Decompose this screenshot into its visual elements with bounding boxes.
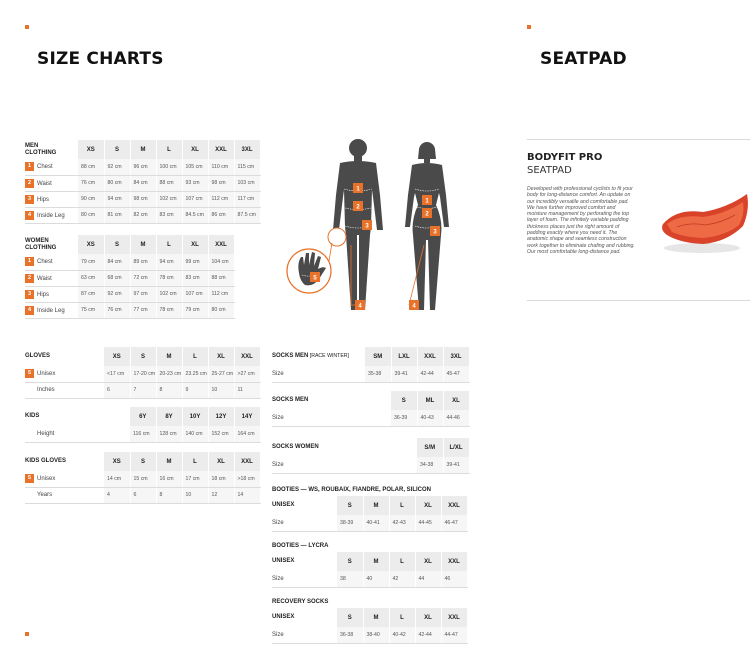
size-header: S: [391, 391, 417, 410]
size-value: 40-41: [363, 515, 389, 531]
size-value: 25-27 cm: [208, 366, 234, 382]
row-label: Height: [37, 430, 55, 437]
svg-text:2: 2: [356, 204, 360, 211]
size-value: 87 cm: [78, 286, 104, 302]
row-label-cell: [25, 366, 104, 382]
size-header: S: [104, 140, 130, 159]
row-label-cell: [25, 191, 78, 207]
size-value: 42: [389, 571, 415, 587]
size-header: XL: [415, 552, 441, 571]
size-header: XXL: [441, 552, 467, 571]
size-value: 45-47: [443, 366, 469, 382]
size-value: 99 cm: [182, 254, 208, 270]
size-value: 88 cm: [208, 270, 234, 286]
size-value: 10: [182, 487, 208, 503]
row-label-cell: [272, 571, 337, 587]
size-header: S: [337, 552, 363, 571]
size-header: S: [337, 608, 363, 627]
size-value: 140 cm: [182, 426, 208, 442]
men-clothing-table: [25, 140, 261, 224]
row-label-cell: [25, 471, 104, 487]
size-header: SM: [365, 347, 391, 366]
table-subtitle: UNISEX: [272, 502, 295, 508]
size-value: 89 cm: [130, 254, 156, 270]
size-value: 92 cm: [104, 286, 130, 302]
measurement-badge: 2: [25, 179, 34, 188]
size-value: 128 cm: [156, 426, 182, 442]
socks-men-race-table: [272, 347, 470, 383]
hand-zoom-circle: [328, 228, 346, 246]
size-value: 14 cm: [104, 471, 130, 487]
table-row: [25, 426, 260, 442]
table-row: [25, 366, 260, 382]
size-value: 72 cm: [130, 270, 156, 286]
socks-men-table: [272, 391, 470, 427]
table-title: [272, 438, 417, 457]
row-label-cell: [25, 302, 78, 318]
row-label: Inches: [37, 387, 55, 393]
size-value: 42-44: [417, 366, 443, 382]
size-value: 4: [104, 487, 130, 503]
row-label-cell: [25, 254, 78, 270]
size-header: 14Y: [234, 407, 260, 426]
row-label: Chest: [37, 259, 53, 266]
size-value: <17 cm: [104, 366, 130, 382]
svg-text:5: 5: [313, 275, 317, 282]
size-value: 6: [130, 487, 156, 503]
size-value: 23.25 cm: [182, 366, 208, 382]
table-row: [25, 286, 234, 302]
size-value: 81 cm: [104, 207, 130, 223]
size-value: 80 cm: [104, 175, 130, 191]
size-value: 84 cm: [104, 254, 130, 270]
size-header: XL: [443, 391, 469, 410]
table-subtitle: UNISEX: [272, 558, 295, 564]
svg-text:3: 3: [365, 223, 369, 230]
size-value: 76 cm: [78, 175, 104, 191]
table-row: [272, 571, 467, 587]
size-value: 88 cm: [156, 175, 182, 191]
table-row: [25, 270, 234, 286]
size-header: L/XL: [443, 438, 469, 457]
table-title: [272, 391, 391, 410]
size-header: XS: [78, 140, 104, 159]
size-header: XL: [415, 496, 441, 515]
table-title: [25, 140, 78, 159]
size-header: S: [130, 452, 156, 471]
row-label: Size: [272, 414, 284, 421]
size-value: 87.5 cm: [234, 207, 260, 223]
table-title-text: MEN CLOTHING: [25, 142, 57, 156]
size-value: 11: [234, 382, 260, 398]
row-label-cell: [25, 207, 78, 223]
measurement-badge: 1: [25, 162, 34, 171]
size-header: S: [337, 496, 363, 515]
row-label-cell: [272, 515, 337, 531]
size-value: 76 cm: [104, 302, 130, 318]
size-value: 6: [104, 382, 130, 398]
measurement-badge: 2: [25, 274, 34, 283]
size-value: 112 cm: [208, 191, 234, 207]
size-header: L: [389, 608, 415, 627]
table-title-text: WOMEN CLOTHING: [25, 237, 57, 251]
row-label-cell: [272, 627, 337, 643]
size-header: XXL: [208, 140, 234, 159]
size-header: XS: [78, 235, 104, 254]
size-header: 10Y: [182, 407, 208, 426]
size-value: 17 cm: [182, 471, 208, 487]
size-value: 8: [156, 382, 182, 398]
size-header: M: [363, 496, 389, 515]
size-value: 93 cm: [182, 175, 208, 191]
corner-marker: [25, 25, 29, 29]
size-value: 102 cm: [156, 286, 182, 302]
measurement-badge: 3: [25, 195, 34, 204]
size-value: 39-41: [391, 366, 417, 382]
size-value: 104 cm: [208, 254, 234, 270]
row-label-cell: [25, 175, 78, 191]
size-header: M: [156, 347, 182, 366]
size-header: L: [182, 347, 208, 366]
row-label-cell: [25, 487, 104, 503]
size-value: 63 cm: [78, 270, 104, 286]
size-header: S/M: [417, 438, 443, 457]
svg-text:4: 4: [412, 303, 416, 310]
size-header: L: [389, 552, 415, 571]
size-header: XXL: [234, 452, 260, 471]
size-value: 86 cm: [208, 207, 234, 223]
size-value: 42-43: [389, 515, 415, 531]
booties-lycra-table: [272, 540, 468, 588]
size-value: >18 cm: [234, 471, 260, 487]
size-value: 36-38: [337, 627, 363, 643]
row-label: Size: [272, 631, 284, 638]
row-label: Size: [272, 519, 284, 526]
svg-text:1: 1: [425, 198, 429, 205]
size-value: 20-23 cm: [156, 366, 182, 382]
size-header: S: [130, 347, 156, 366]
size-value: 7: [130, 382, 156, 398]
size-value: 90 cm: [78, 191, 104, 207]
size-header: L: [156, 140, 182, 159]
table-title: BOOTIES — WS, ROUBAIX, FIANDRE, POLAR, SILICON: [272, 486, 432, 493]
size-header: S: [104, 235, 130, 254]
size-charts-title: SIZE CHARTS: [37, 49, 164, 69]
size-value: 38-40: [363, 627, 389, 643]
size-header: L: [182, 452, 208, 471]
size-header: XXL: [441, 496, 467, 515]
table-row: [272, 627, 467, 643]
size-header: XS: [104, 452, 130, 471]
row-label-cell: [25, 159, 78, 175]
size-header: XS: [104, 347, 130, 366]
table-title: [272, 347, 365, 366]
table-title: [25, 452, 104, 471]
size-value: 96 cm: [130, 159, 156, 175]
size-header: ML: [417, 391, 443, 410]
size-value: 117 cm: [234, 191, 260, 207]
kids-gloves-table: [25, 452, 261, 504]
table-title: RECOVERY SOCKS: [272, 598, 329, 605]
corner-marker: [25, 632, 29, 636]
table-row: [272, 410, 469, 426]
size-value: 82 cm: [130, 207, 156, 223]
size-value: 9: [182, 382, 208, 398]
size-value: 100 cm: [156, 159, 182, 175]
size-value: 94 cm: [104, 191, 130, 207]
table-title-text: KIDS GLOVES: [25, 458, 67, 464]
size-header: 3XL: [234, 140, 260, 159]
size-value: 38-39: [337, 515, 363, 531]
size-header: LXL: [391, 347, 417, 366]
size-header: XL: [415, 608, 441, 627]
table-row: [25, 159, 260, 175]
size-header: XXL: [441, 608, 467, 627]
row-label: Waist: [37, 275, 52, 282]
row-label-cell: [272, 457, 417, 473]
row-label-cell: [25, 270, 78, 286]
size-value: 35-38: [365, 366, 391, 382]
size-value: 83 cm: [156, 207, 182, 223]
table-title-text: SOCKS MEN: [272, 397, 309, 403]
svg-text:2: 2: [425, 211, 429, 218]
size-value: 110 cm: [208, 159, 234, 175]
socks-women-table: [272, 438, 470, 474]
size-header: XL: [208, 347, 234, 366]
row-label-cell: [272, 410, 391, 426]
size-header: 3XL: [443, 347, 469, 366]
size-value: 10: [208, 382, 234, 398]
size-value: 38: [337, 571, 363, 587]
size-value: 94 cm: [156, 254, 182, 270]
seatpad-bottom-divider: [527, 300, 750, 301]
table-row: [272, 457, 469, 473]
kids-table: [25, 407, 261, 443]
table-row: [25, 191, 260, 207]
size-value: 164 cm: [234, 426, 260, 442]
size-value: 112 cm: [208, 286, 234, 302]
corner-marker: [527, 25, 531, 29]
size-value: 98 cm: [208, 175, 234, 191]
size-header: XL: [182, 235, 208, 254]
table-title: [25, 347, 104, 366]
size-header: M: [363, 608, 389, 627]
row-label: Size: [272, 461, 284, 468]
size-header: XXL: [234, 347, 260, 366]
table-title: [25, 235, 78, 254]
row-label: Hips: [37, 291, 50, 298]
row-label-cell: [25, 426, 130, 442]
row-label: Size: [272, 370, 284, 377]
table-row: [272, 515, 467, 531]
size-value: 44-46: [443, 410, 469, 426]
seatpad-product-type: SEATPAD: [527, 165, 572, 176]
seatpad-top-divider: [527, 139, 750, 140]
body-measurement-figures: [285, 135, 460, 320]
size-header: L: [156, 235, 182, 254]
size-value: 152 cm: [208, 426, 234, 442]
table-title-text: SOCKS WOMEN: [272, 444, 319, 450]
size-value: 40: [363, 571, 389, 587]
svg-text:3: 3: [433, 229, 437, 236]
row-label: Size: [272, 575, 284, 582]
row-label: Years: [37, 492, 53, 498]
table-title: [25, 407, 130, 426]
size-value: 116 cm: [130, 426, 156, 442]
row-label: Hips: [37, 196, 50, 203]
size-value: 115 cm: [234, 159, 260, 175]
table-title-text: KIDS: [25, 413, 40, 419]
table-title-text: GLOVES: [25, 353, 51, 359]
size-value: 92 cm: [104, 159, 130, 175]
size-value: 97 cm: [130, 286, 156, 302]
table-row: [25, 382, 260, 398]
size-value: 42-44: [415, 627, 441, 643]
row-label: Inside Leg: [37, 212, 65, 219]
size-value: 84 cm: [130, 175, 156, 191]
measurement-badge: 5: [25, 474, 34, 483]
size-header: XL: [208, 452, 234, 471]
size-value: 34-38: [417, 457, 443, 473]
row-label: Inside Leg: [37, 307, 65, 314]
women-clothing-table: [25, 235, 235, 319]
table-row: [25, 207, 260, 223]
size-value: 15 cm: [130, 471, 156, 487]
size-value: 18 cm: [208, 471, 234, 487]
size-value: >27 cm: [234, 366, 260, 382]
row-label-cell: [25, 286, 78, 302]
size-value: 88 cm: [78, 159, 104, 175]
measurement-badge: 4: [25, 211, 34, 220]
size-header: L: [389, 496, 415, 515]
row-label-cell: [272, 366, 365, 382]
measurement-badge: 3: [25, 290, 34, 299]
table-row: [25, 175, 260, 191]
size-value: 98 cm: [130, 191, 156, 207]
measurement-badge: 5: [25, 369, 34, 378]
size-header: 6Y: [130, 407, 156, 426]
size-value: 107 cm: [182, 191, 208, 207]
size-value: 12: [208, 487, 234, 503]
recovery-socks-table: [272, 596, 468, 644]
size-header: M: [156, 452, 182, 471]
size-header: XL: [182, 140, 208, 159]
size-value: 77 cm: [130, 302, 156, 318]
size-header: XXL: [417, 347, 443, 366]
row-label: Unisex: [37, 476, 56, 483]
table-row: [25, 487, 260, 503]
svg-text:4: 4: [358, 303, 362, 310]
seatpad-image: [655, 188, 750, 258]
size-value: 80 cm: [78, 207, 104, 223]
size-value: 44-45: [415, 515, 441, 531]
measurement-badge: 1: [25, 257, 34, 266]
size-value: 8: [156, 487, 182, 503]
size-value: 84.5 cm: [182, 207, 208, 223]
size-value: 107 cm: [182, 286, 208, 302]
size-value: 105 cm: [182, 159, 208, 175]
size-value: 102 cm: [156, 191, 182, 207]
size-value: 78 cm: [156, 270, 182, 286]
size-value: 80 cm: [208, 302, 234, 318]
size-value: 40-43: [417, 410, 443, 426]
gloves-table: [25, 347, 261, 399]
size-value: 40-42: [389, 627, 415, 643]
size-header: 8Y: [156, 407, 182, 426]
size-value: 103 cm: [234, 175, 260, 191]
row-label: Waist: [37, 180, 52, 187]
size-value: 44-47: [441, 627, 467, 643]
size-value: 79 cm: [78, 254, 104, 270]
size-value: 46-47: [441, 515, 467, 531]
size-value: 78 cm: [156, 302, 182, 318]
size-value: 46: [441, 571, 467, 587]
table-subtitle: UNISEX: [272, 614, 295, 620]
seatpad-product-name: BODYFIT PRO: [527, 152, 603, 163]
table-title-suffix: [RACE WINTER]: [308, 353, 349, 359]
size-value: 44: [415, 571, 441, 587]
measurement-badge: 4: [25, 306, 34, 315]
size-value: 75 cm: [78, 302, 104, 318]
size-value: 17-20 cm: [130, 366, 156, 382]
table-row: [25, 254, 234, 270]
size-value: 39-41: [443, 457, 469, 473]
size-header: M: [363, 552, 389, 571]
row-label: Chest: [37, 164, 53, 171]
booties-ws-table: [272, 484, 468, 532]
size-header: XXL: [208, 235, 234, 254]
table-title: BOOTIES — LYCRA: [272, 542, 329, 549]
size-value: 83 cm: [182, 270, 208, 286]
seatpad-description: Developed with professional cyclists to fit your body for long-distance comfort. An update on our incredibly versatile and comfortable pad. We have further improved comfort and moisture management by perforating the top layer of foam. The infinitely variable padding thickness places just the right amount of padding exactly where you need it. The anatomic shape and seamless construction work together to eliminate chafing and rubbing. Our most comfortable long-distance pad.: [527, 186, 635, 255]
row-label: Unisex: [37, 371, 56, 378]
table-row: [25, 302, 234, 318]
size-value: 79 cm: [182, 302, 208, 318]
female-figure-icon: [405, 142, 449, 310]
row-label-cell: [25, 382, 104, 398]
table-row: [25, 471, 260, 487]
size-value: 16 cm: [156, 471, 182, 487]
size-header: 12Y: [208, 407, 234, 426]
size-header: M: [130, 140, 156, 159]
size-header: M: [130, 235, 156, 254]
size-value: 68 cm: [104, 270, 130, 286]
size-value: 14: [234, 487, 260, 503]
table-title-text: SOCKS MEN: [272, 353, 309, 359]
seatpad-title: SEATPAD: [540, 49, 627, 69]
male-figure-icon: [333, 139, 383, 310]
table-row: [272, 366, 469, 382]
svg-text:1: 1: [356, 186, 360, 193]
size-value: 36-39: [391, 410, 417, 426]
